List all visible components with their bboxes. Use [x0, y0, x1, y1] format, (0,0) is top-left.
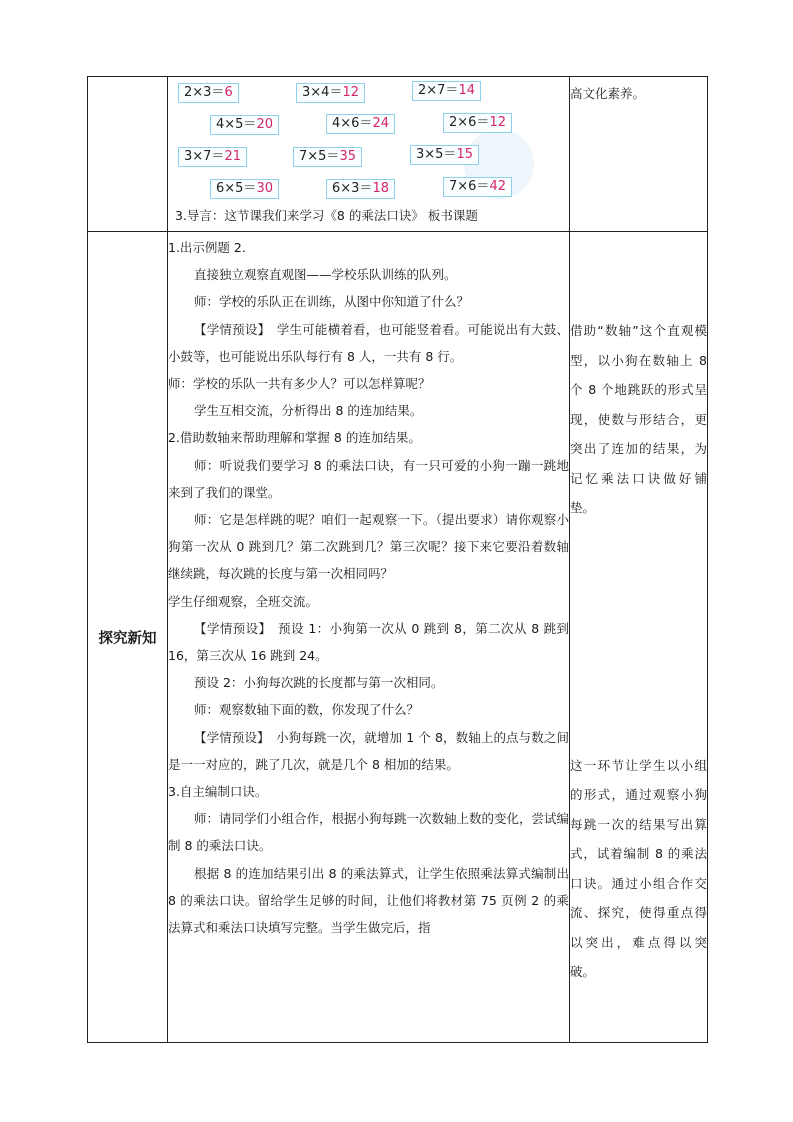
multiplication-card: 2×6＝12 — [443, 113, 512, 133]
multiplication-card: 2×7＝14 — [412, 81, 481, 101]
teaching-note: 借助“数轴”这个直观模型，以小狗在数轴上 8 个 8 个地跳跃的形式呈现，使数与形结合，更突出了连加的结果，为记忆乘法口诀做好铺垫。 — [570, 323, 707, 515]
multiplication-card: 6×3＝18 — [326, 179, 395, 199]
paragraph: 师：学校的乐队正在训练，从图中你知道了什么？ — [194, 294, 470, 310]
intro-line: 3.导言：这节课我们来学习《8 的乘法口诀》 板书课题 — [175, 208, 478, 223]
multiplication-card: 3×5＝15 — [410, 145, 479, 165]
lesson-plan-table — [87, 76, 708, 1043]
teaching-note: 这一环节让学生以小组的形式，通过观察小狗每跳一次的结果写出算式，试着编制 8 的乘法口诀。通过小组合作交流、探究，使得重点得以突出，难点得以突破。 — [570, 757, 707, 979]
paragraph: 2.借助数轴来帮助理解和掌握 8 的连加结果。 — [168, 430, 421, 446]
multiplication-card: 3×7＝21 — [178, 147, 247, 167]
section-label: 探究新知 — [88, 232, 168, 1043]
paragraph: 【学情预设】 小狗每跳一次，就增加 1 个 8，数轴上的点与数之间是一一对应的，跳了几次，就是几个 8 相加的结果。 — [168, 729, 569, 772]
multiplication-cards — [168, 77, 569, 205]
multiplication-card: 4×5＝20 — [210, 115, 279, 135]
paragraph: 学生互相交流，分析得出 8 的连加结果。 — [194, 403, 423, 419]
notes-cell: 高文化素养。 — [570, 77, 708, 232]
paragraph: 预设 2：小狗每次跳的长度都与第一次相同。 — [194, 675, 444, 691]
multiplication-card: 3×4＝12 — [296, 83, 365, 103]
paragraph: 【学情预设】 学生可能横着看，也可能竖着看。可能说出有大鼓、小鼓等，也可能说出乐队每行有 8 人，一共有 8 行。 — [168, 321, 569, 364]
paragraph: 师：观察数轴下面的数，你发现了什么？ — [194, 702, 420, 718]
paragraph: 师：学校的乐队一共有多少人？可以怎样算呢？ — [168, 376, 431, 392]
lesson-body — [168, 232, 569, 941]
content-cell — [168, 232, 570, 1043]
paragraph: 师：它是怎样跳的呢？咱们一起观察一下。（提出要求）请你观察小狗第一次从 0 跳到几？第二次跳到几？第三次呢？接下来它要沿着数轴继续跳，每次跳的长度与第一次相同吗？ — [168, 512, 569, 582]
paragraph: 1.出示例题 2. — [168, 240, 246, 255]
paragraph: 根据 8 的连加结果引出 8 的乘法算式，让学生依照乘法算式编制出 8 的乘法口诀。留给学生足够的时间，让他们将教材第 75 页例 2 的乘法算式和乘法口诀填写完整。当学生做完后，指 — [168, 865, 569, 936]
multiplication-card: 2×3＝6 — [178, 83, 239, 103]
multiplication-card: 7×5＝35 — [293, 147, 362, 167]
table-row — [88, 77, 708, 232]
paragraph: 师：请同学们小组合作，根据小狗每跳一次数轴上数的变化，尝试编制 8 的乘法口诀。 — [168, 811, 570, 854]
paragraph: 师：听说我们要学习 8 的乘法口诀，有一只可爱的小狗一蹦一跳地来到了我们的课堂。 — [168, 457, 569, 500]
paragraph: 【学情预设】 预设 1：小狗第一次从 0 跳到 8，第二次从 8 跳到 16，第三次从 16 跳到 24。 — [168, 620, 569, 664]
paragraph: 直接独立观察直观图——学校乐队训练的队列。 — [194, 267, 457, 283]
multiplication-card: 6×5＝30 — [210, 179, 279, 199]
content-cell — [168, 77, 570, 232]
paragraph: 3.自主编制口诀。 — [168, 784, 268, 800]
table-row — [88, 232, 708, 1043]
paragraph: 学生仔细观察，全班交流。 — [168, 593, 319, 609]
section-cell-empty — [88, 77, 168, 232]
multiplication-card: 4×6＝24 — [326, 114, 395, 134]
notes-cell — [570, 232, 708, 1043]
multiplication-card: 7×6＝42 — [443, 177, 512, 197]
